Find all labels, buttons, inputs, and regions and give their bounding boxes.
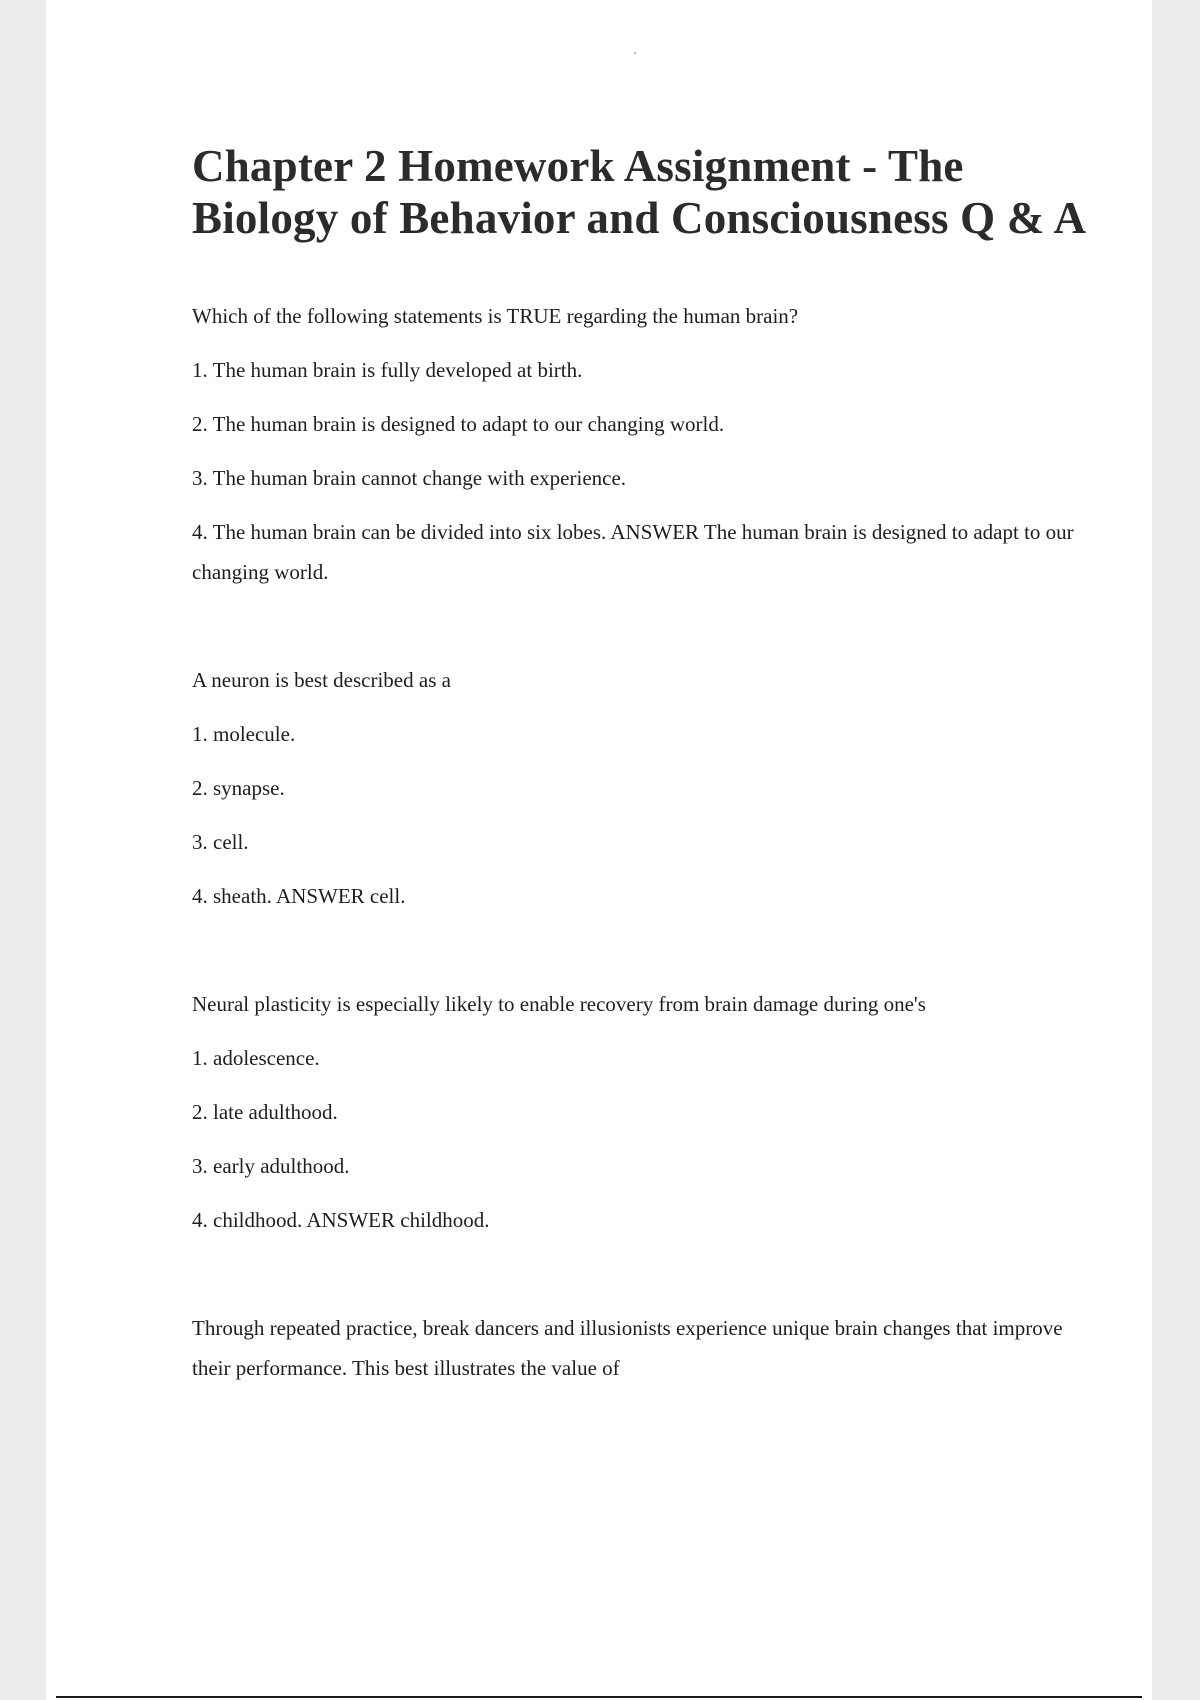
- answer-option-with-answer: 4. The human brain can be divided into six lobes. ANSWER The human brain is designed to adapt to our changing world.: [192, 520, 1074, 584]
- document-content: [192, 140, 1092, 1388]
- answer-option: 3. The human brain cannot change with experience.: [192, 466, 627, 490]
- bottom-divider: [56, 1696, 1142, 1698]
- answer-option: 1. The human brain is fully developed at birth.: [192, 358, 583, 382]
- document-title: Chapter 2 Homework Assignment - The Biology of Behavior and Consciousness Q & A: [192, 141, 1087, 243]
- scan-speck: [634, 52, 636, 54]
- answer-option: 2. synapse.: [192, 776, 285, 800]
- answer-option-with-answer: 4. childhood. ANSWER childhood.: [192, 1208, 490, 1232]
- answer-option: 3. cell.: [192, 830, 249, 854]
- answer-option: 2. late adulthood.: [192, 1100, 338, 1124]
- question-block: [192, 660, 1092, 916]
- question-text: A neuron is best described as a: [192, 668, 451, 692]
- answer-option: 3. early adulthood.: [192, 1154, 350, 1178]
- question-text: Through repeated practice, break dancers and illusionists experience unique brain changes that improve their performance. This best illustrates the value of: [192, 1316, 1063, 1380]
- question-text: Which of the following statements is TRUE regarding the human brain?: [192, 304, 799, 328]
- answer-option: 1. molecule.: [192, 722, 296, 746]
- answer-option: 1. adolescence.: [192, 1046, 320, 1070]
- document-page: [46, 0, 1152, 1700]
- answer-option-with-answer: 4. sheath. ANSWER cell.: [192, 884, 406, 908]
- question-block: [192, 984, 1092, 1240]
- answer-option: 2. The human brain is designed to adapt to our changing world.: [192, 412, 725, 436]
- question-text: Neural plasticity is especially likely to enable recovery from brain damage during one's: [192, 992, 926, 1016]
- question-block: [192, 1308, 1092, 1388]
- question-block: [192, 296, 1092, 592]
